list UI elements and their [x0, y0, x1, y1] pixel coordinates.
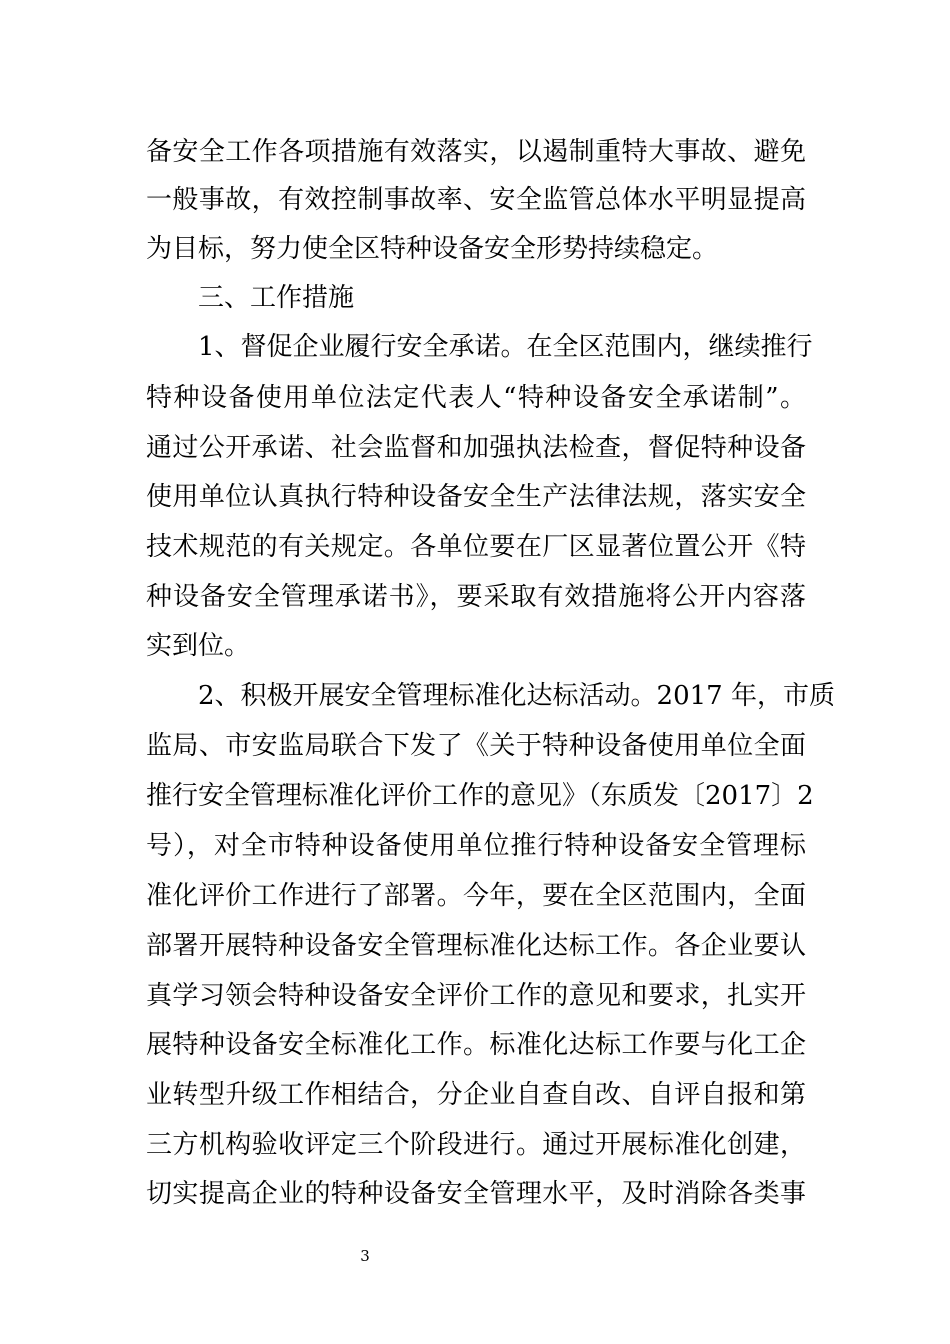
item1-line-7: 实到位。	[146, 631, 251, 661]
item2-line-7: 真学习领会特种设备安全评价工作的意见和要求，扎实开	[146, 981, 806, 1011]
item2-line-1: 2、积极开展安全管理标准化达标活动。2017 年，市质	[198, 681, 835, 711]
intro-line-3: 为目标，努力使全区特种设备安全形势持续稳定。	[146, 234, 719, 264]
item1-line-2: 特种设备使用单位法定代表人“特种设备安全承诺制”。	[146, 383, 806, 413]
item1-line-1: 1、督促企业履行安全承诺。在全区范围内，继续推行	[198, 332, 813, 362]
intro-line-1: 备安全工作各项措施有效落实，以遏制重特大事故、避免	[146, 137, 806, 167]
item2-line-5: 准化评价工作进行了部署。今年，要在全区范围内，全面	[146, 881, 806, 911]
item2-line-4: 号），对全市特种设备使用单位推行特种设备安全管理标	[146, 831, 806, 861]
item2-line-11: 切实提高企业的特种设备安全管理水平，及时消除各类事	[146, 1179, 806, 1209]
item1-line-5: 技术规范的有关规定。各单位要在厂区显著位置公开《特	[146, 532, 806, 562]
item2-line-2: 监局、市安监局联合下发了《关于特种设备使用单位全面	[146, 731, 806, 761]
intro-line-2: 一般事故，有效控制事故率、安全监管总体水平明显提高	[146, 185, 806, 215]
item1-line-4: 使用单位认真执行特种设备安全生产法律法规，落实安全	[146, 482, 806, 512]
item2-line-9: 业转型升级工作相结合，分企业自查自改、自评自报和第	[146, 1080, 806, 1110]
section-heading: 三、工作措施	[198, 283, 355, 313]
item2-line-10: 三方机构验收评定三个阶段进行。通过开展标准化创建，	[146, 1130, 806, 1160]
item1-line-6: 种设备安全管理承诺书》，要采取有效措施将公开内容落	[146, 582, 806, 612]
item1-line-3: 通过公开承诺、社会监督和加强执法检查，督促特种设备	[146, 433, 806, 463]
item2-line-6: 部署开展特种设备安全管理标准化达标工作。各企业要认	[146, 931, 806, 961]
item2-line-3: 推行安全管理标准化评价工作的意见》（东质发〔2017〕2	[146, 781, 814, 811]
item2-line-8: 展特种设备安全标准化工作。标准化达标工作要与化工企	[146, 1030, 806, 1060]
page-number: 3	[360, 1247, 370, 1265]
